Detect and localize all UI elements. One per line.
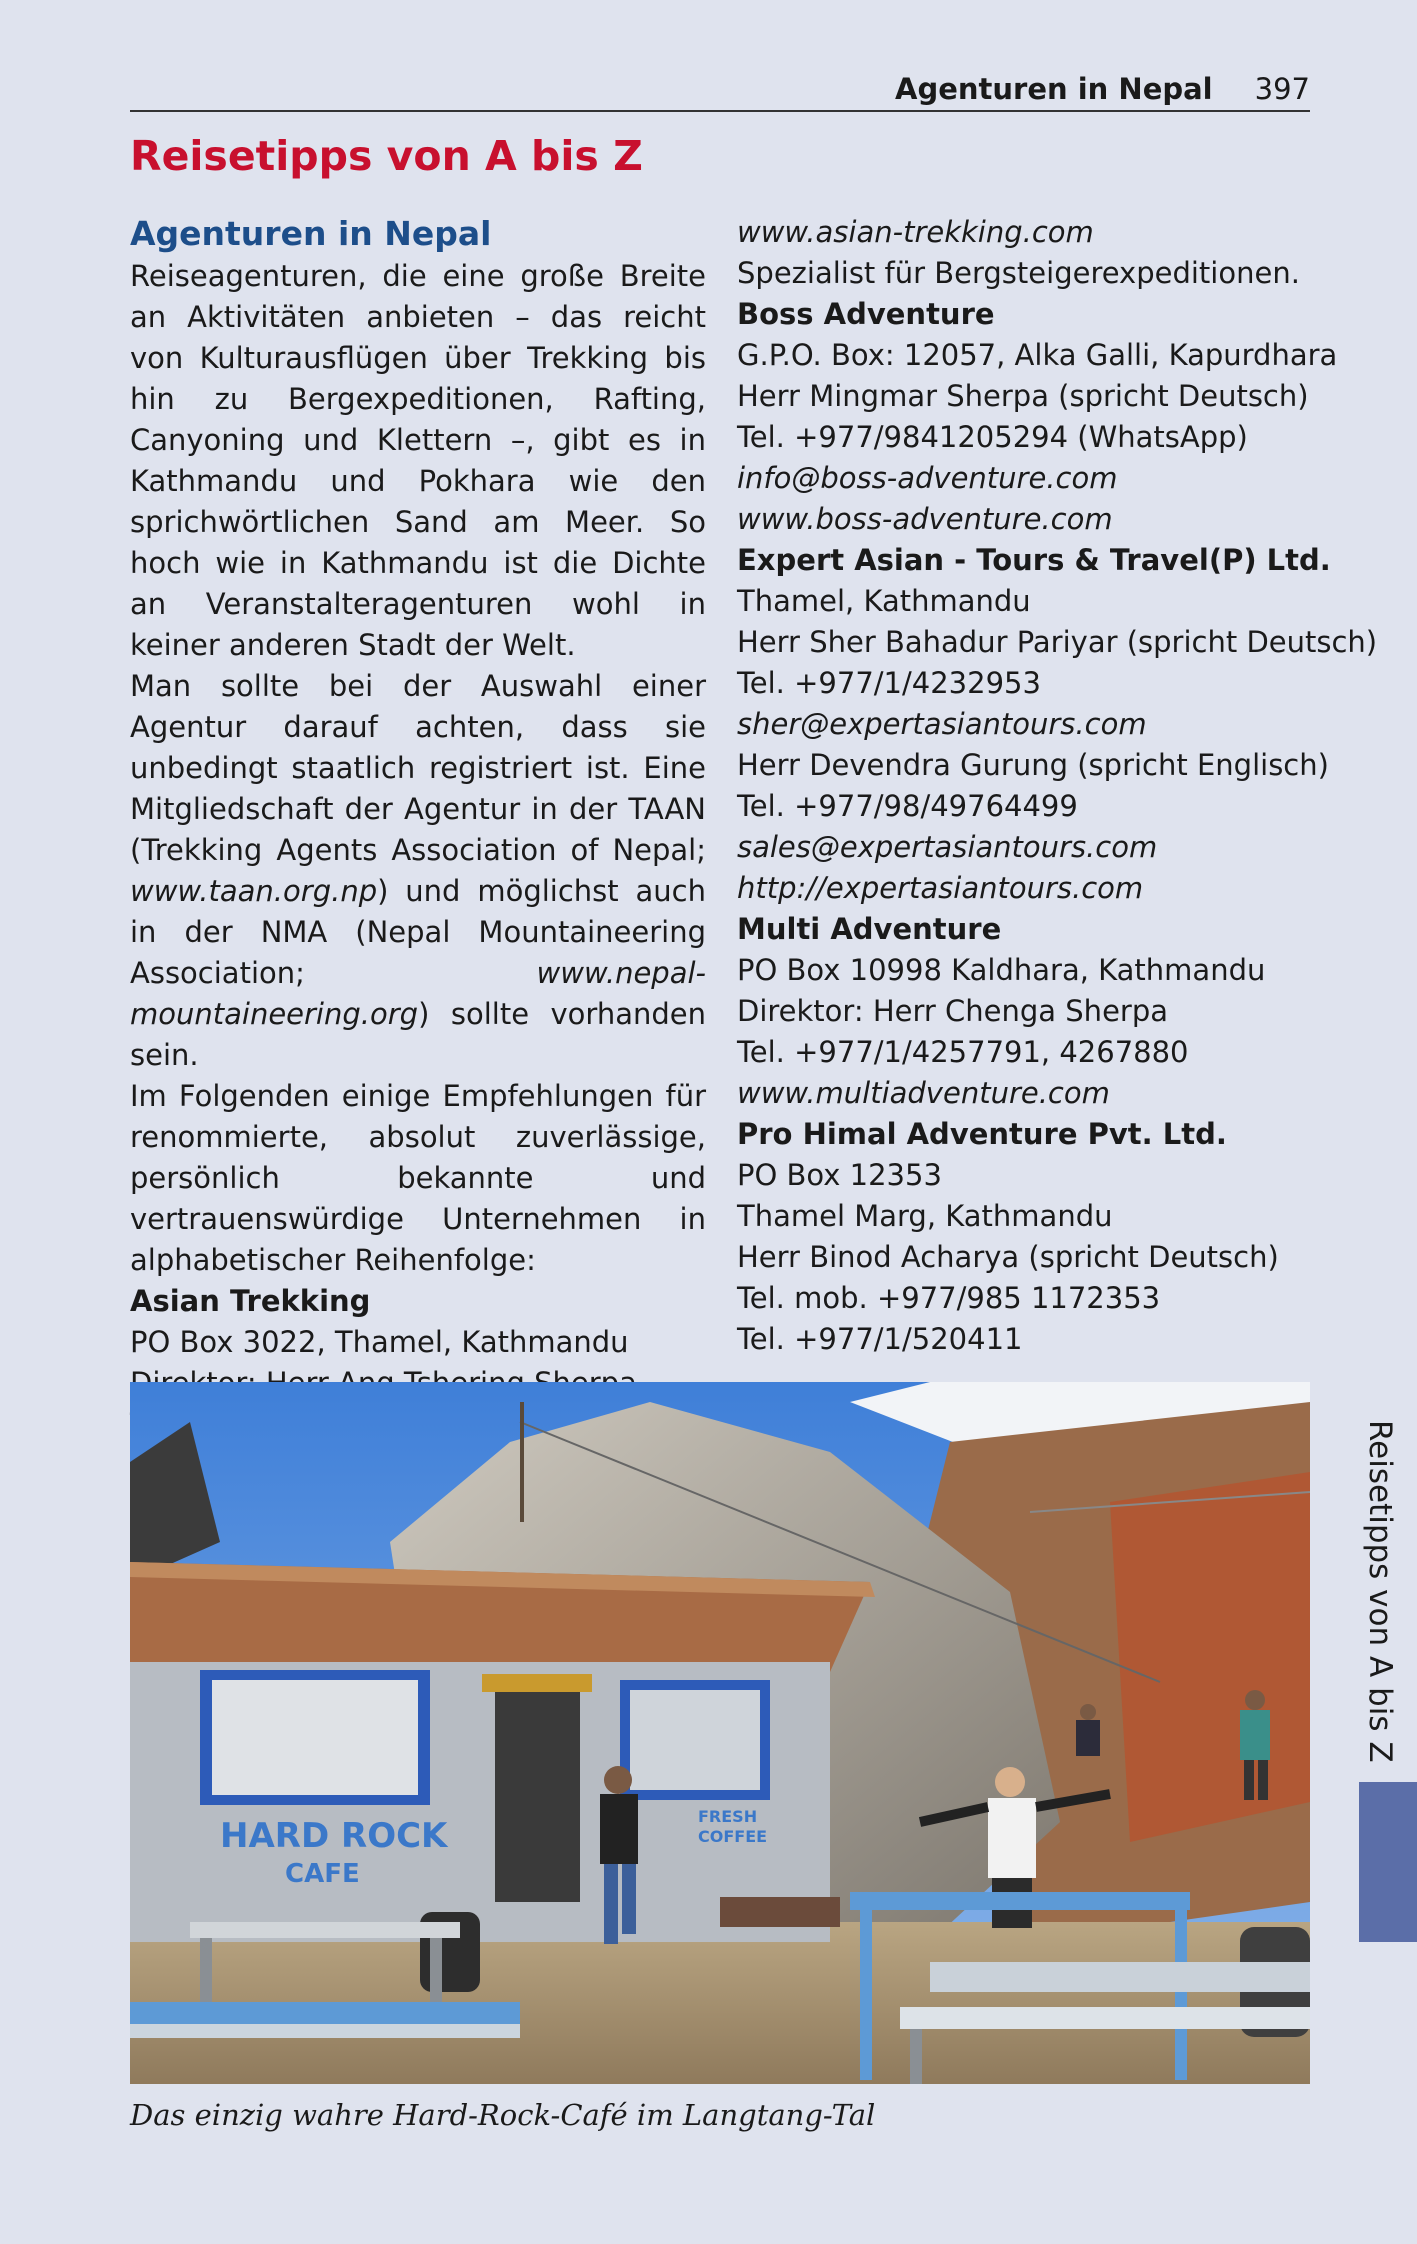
agency-web-link[interactable]: www.asian-trekking.com <box>737 215 1094 249</box>
agency-name: Expert Asian - Tours & Travel(P) Ltd. <box>737 543 1331 577</box>
agency-tel: Tel. +977/98/49764499 <box>737 789 1078 823</box>
cafe-sign: CAFE <box>285 1859 360 1889</box>
agency-contact: Herr Devendra Gurung (spricht Englisch) <box>737 748 1329 782</box>
agency-email-link[interactable]: sales@expertasiantours.com <box>737 830 1158 864</box>
window-glass <box>630 1690 760 1790</box>
coffee-sign: COFFEE <box>698 1827 768 1846</box>
side-chapter-label: Reisetipps von A bis Z <box>1362 1420 1398 1763</box>
autumn-shrubs <box>1110 1472 1310 1842</box>
agency-contact: Herr Binod Acharya (spricht Deutsch) <box>737 1240 1279 1274</box>
page-number: 397 <box>1254 72 1310 106</box>
paragraph-text: ) und möglichst auch in der NMA (Nepal Mountaineering Association; <box>130 874 706 990</box>
agency-name: Pro Himal Adventure Pvt. Ltd. <box>737 1117 1227 1151</box>
intro-paragraph: Reiseagenturen, die eine große Breite an Aktivitäten anbieten – das reicht von Kulturausflügen über Trekking bis hin zu Bergexpeditionen, Rafting, Canyoning und Klettern –, gibt es in Kathmandu und Pokhara wie den sprichwörtlichen Sand am Meer. So hoch wie in Kathmandu ist die Dichte an Veranstalteragenturen wohl in keiner anderen Stadt der Welt. <box>130 259 706 662</box>
agency-note: Spezialist für Bergsteigerexpeditionen. <box>737 256 1300 290</box>
registration-paragraph <box>130 666 706 1076</box>
door-awning <box>482 1674 592 1692</box>
recommendations-paragraph: Im Folgenden einige Empfehlungen für renommierte, absolut zuverlässige, persönlich bekannte und vertrauenswürdige Unternehmen in alphabetischer Reihenfolge: <box>130 1079 706 1277</box>
hard-rock-cafe-photo <box>130 1382 1310 2084</box>
window-glass <box>212 1680 418 1795</box>
agency-email-link[interactable]: info@boss-adventure.com <box>737 461 1118 495</box>
agency-po-box: PO Box 12353 <box>737 1158 942 1192</box>
chapter-thumb-tab <box>1359 1782 1417 1942</box>
agency-tel: Tel. +977/9841205294 (WhatsApp) <box>737 420 1248 454</box>
running-head <box>130 62 1310 112</box>
agency-email-link[interactable]: sher@expertasiantours.com <box>737 707 1147 741</box>
paragraph-text: Man sollte bei der Auswahl einer Agentur darauf achten, dass sie unbedingt staatlich registriert ist. Eine Mitgliedschaft der Agentur in der TAAN (Trekking Agents Association of Nepal; <box>130 669 706 867</box>
agency-director: Direktor: Herr Chenga Sherpa <box>737 994 1169 1028</box>
agency-name: Boss Adventure <box>737 297 995 331</box>
agency-name: Multi Adventure <box>737 912 1002 946</box>
nma-link[interactable]: www.nepal-mountaineering.org <box>130 956 706 1031</box>
running-head-title: Agenturen in Nepal <box>895 72 1213 106</box>
agency-tel: Tel. +977/1/4232953 <box>737 666 1041 700</box>
right-column <box>737 212 1378 1360</box>
agency-mobile: Tel. mob. +977/985 1172353 <box>737 1281 1161 1315</box>
agency-contact: Herr Sher Bahadur Pariyar (spricht Deutsch) <box>737 625 1378 659</box>
coffee-sign: FRESH <box>698 1807 758 1826</box>
photo-illustration <box>130 1382 1310 2084</box>
agency-contact: Herr Mingmar Sherpa (spricht Deutsch) <box>737 379 1309 413</box>
agency-address: G.P.O. Box: 12057, Alka Galli, Kapurdhara <box>737 338 1338 372</box>
cafe-door <box>495 1682 580 1902</box>
agency-web-link[interactable]: www.multiadventure.com <box>737 1076 1110 1110</box>
agency-address: Thamel, Kathmandu <box>737 584 1031 618</box>
paragraph-text: ) sollte vorhanden sein. <box>130 997 706 1072</box>
rug <box>720 1897 840 1927</box>
agency-tel: Tel. +977/1/4257791, 4267880 <box>737 1035 1189 1069</box>
agency-address: PO Box 10998 Kaldhara, Kathmandu <box>737 953 1266 987</box>
taan-link[interactable]: www.taan.org.np <box>130 874 378 908</box>
agency-tel: Tel. +977/1/520411 <box>737 1322 1023 1356</box>
agency-web-link[interactable]: www.boss-adventure.com <box>737 502 1113 536</box>
agency-address: Thamel Marg, Kathmandu <box>737 1199 1113 1233</box>
left-column <box>130 212 706 1486</box>
chapter-title: Reisetipps von A bis Z <box>130 132 643 180</box>
agency-name: Asian Trekking <box>130 1284 371 1318</box>
section-heading: Agenturen in Nepal <box>130 214 492 253</box>
agency-web-link[interactable]: http://expertasiantours.com <box>737 871 1144 905</box>
agency-address: PO Box 3022, Thamel, Kathmandu <box>130 1325 629 1359</box>
cafe-sign: HARD ROCK <box>220 1816 448 1856</box>
photo-caption: Das einzig wahre Hard-Rock-Café im Langtang-Tal <box>130 2098 876 2132</box>
